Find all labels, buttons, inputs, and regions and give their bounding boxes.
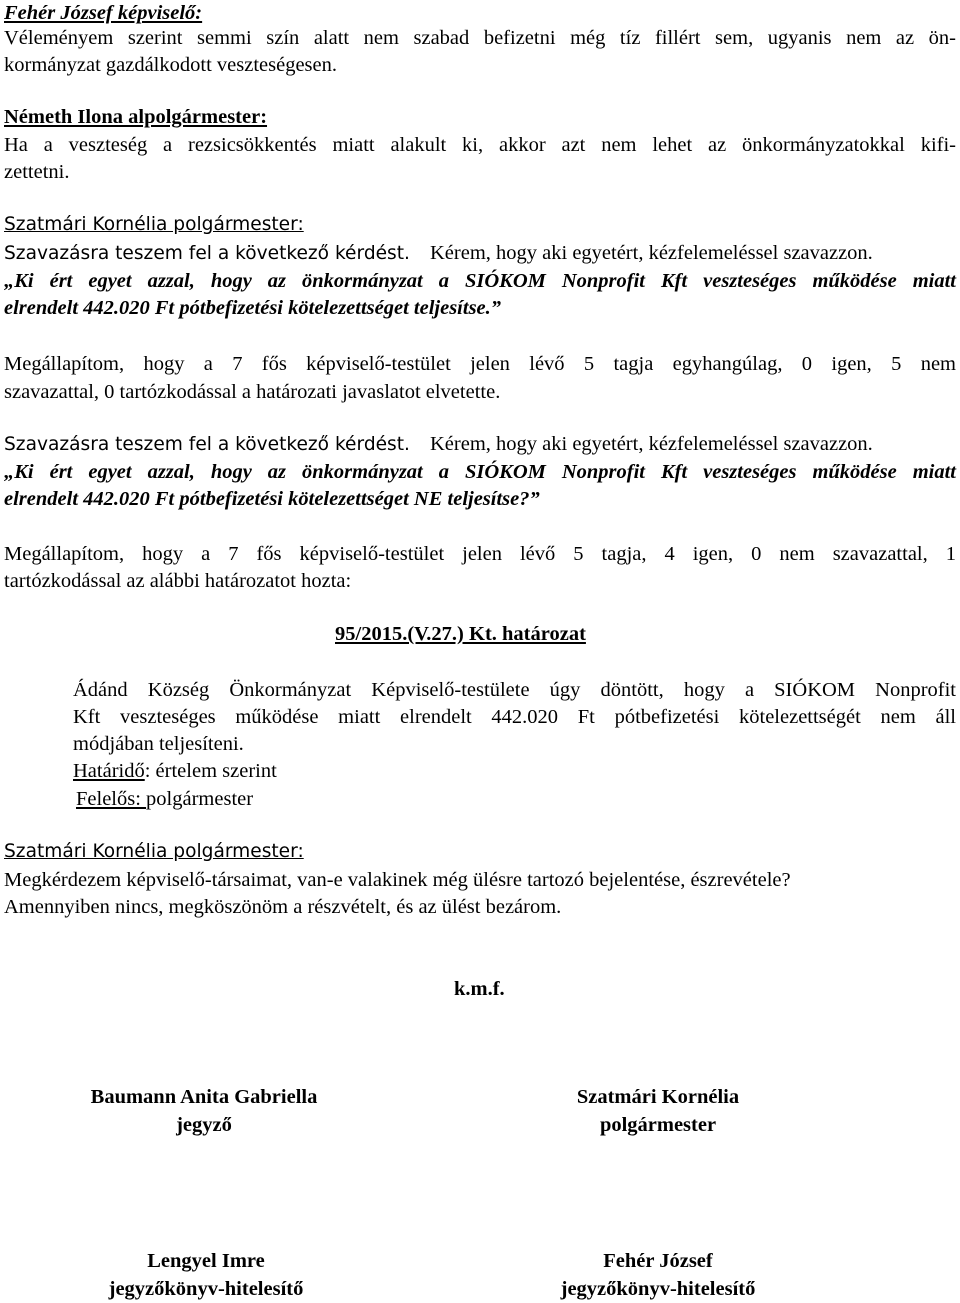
resolution-line: Ádánd Község Önkormányzat Képviselő-testülete úgy döntött, hogy a SIÓKOM Nonprofit (73, 679, 956, 701)
closing-line: Amennyiben nincs, megköszönöm a részvételt, és az ülést bezárom. (4, 896, 562, 918)
question-1-line: elrendelt 442.020 Ft pótbefizetési kötelezettséget teljesítse.” (4, 297, 502, 319)
speaker-szatmari-closing: Szatmári Kornélia polgármester: (4, 841, 304, 862)
vote-request: Kérem, hogy aki egyetért, kézfelemeléssel szavazzon. (430, 242, 873, 264)
responsible-label: Felelős: (76, 788, 147, 810)
deadline-value: : értelem szerint (144, 760, 277, 782)
signature-role: jegyzőkönyv-hitelesítő (108, 1278, 304, 1300)
text-line: kormányzat gazdálkodott veszteségesen. (4, 54, 337, 76)
signature-role: polgármester (599, 1114, 717, 1136)
closing-line: Megkérdezem képviselő-társaimat, van-e valakinek még ülésre tartozó bejelentése, észrevétele? (4, 869, 791, 891)
kmf: k.m.f. (454, 978, 505, 1000)
signature-name: Lengyel Imre (147, 1250, 265, 1272)
responsible-value: polgármester (146, 788, 254, 810)
vote-request: Kérem, hogy aki egyetért, kézfelemeléssel szavazzon. (430, 433, 873, 455)
responsible (76, 786, 253, 813)
speaker-feher: Fehér József képviselő: (4, 2, 203, 24)
result-1-line: szavazattal, 0 tartózkodással a határozati javaslatot elvetette. (4, 381, 501, 403)
signature-role: jegyzőkönyv-hitelesítő (560, 1278, 756, 1300)
text-line: Véleményem szerint semmi szín alatt nem szabad befizetni még tíz fillért sem, ugyanis nem az ön- (4, 27, 956, 49)
speaker-szatmari: Szatmári Kornélia polgármester: (4, 214, 304, 235)
question-2-line: „Ki ért egyet azzal, hogy az önkormányzat a SIÓKOM Nonprofit Kft veszteséges működése miatt (4, 461, 956, 483)
signature-name: Baumann Anita Gabriella (90, 1086, 318, 1108)
text-line: Ha a veszteség a rezsicsökkentés miatt alakult ki, akkor azt nem lehet az önkormányzatokkal kifi- (4, 134, 956, 156)
resolution-line: módjában teljesíteni. (73, 733, 244, 755)
signature-name: Fehér József (603, 1250, 713, 1272)
speaker-nemeth: Németh Ilona alpolgármester: (4, 106, 268, 128)
resolution-line: Kft veszteséges működése miatt elrendelt 442.020 Ft pótbefizetési kötelezettségét nem áll (73, 706, 956, 728)
vote-question-intro: Szavazásra teszem fel a következő kérdést. (4, 243, 410, 264)
vote-question-intro: Szavazásra teszem fel a következő kérdést. (4, 434, 410, 455)
result-2-line: Megállapítom, hogy a 7 fős képviselő-testület jelen lévő 5 tagja, 4 igen, 0 nem szavazattal, 1 (4, 543, 956, 565)
question-1-line: „Ki ért egyet azzal, hogy az önkormányzat a SIÓKOM Nonprofit Kft veszteséges működése miatt (4, 270, 956, 292)
deadline (73, 758, 277, 785)
resolution-title: 95/2015.(V.27.) Kt. határozat (335, 623, 586, 645)
signature-role: jegyző (176, 1114, 232, 1136)
signature-name: Szatmári Kornélia (576, 1086, 740, 1108)
result-1-line: Megállapítom, hogy a 7 fős képviselő-testület jelen lévő 5 tagja egyhangúlag, 0 igen, 5 nem (4, 353, 956, 375)
question-2-line: elrendelt 442.020 Ft pótbefizetési kötelezettséget NE teljesítse?” (4, 488, 540, 510)
deadline-label: Határidő (73, 760, 145, 782)
text-line: zettetni. (4, 161, 70, 183)
result-2-line: tartózkodással az alábbi határozatot hozta: (4, 570, 352, 592)
